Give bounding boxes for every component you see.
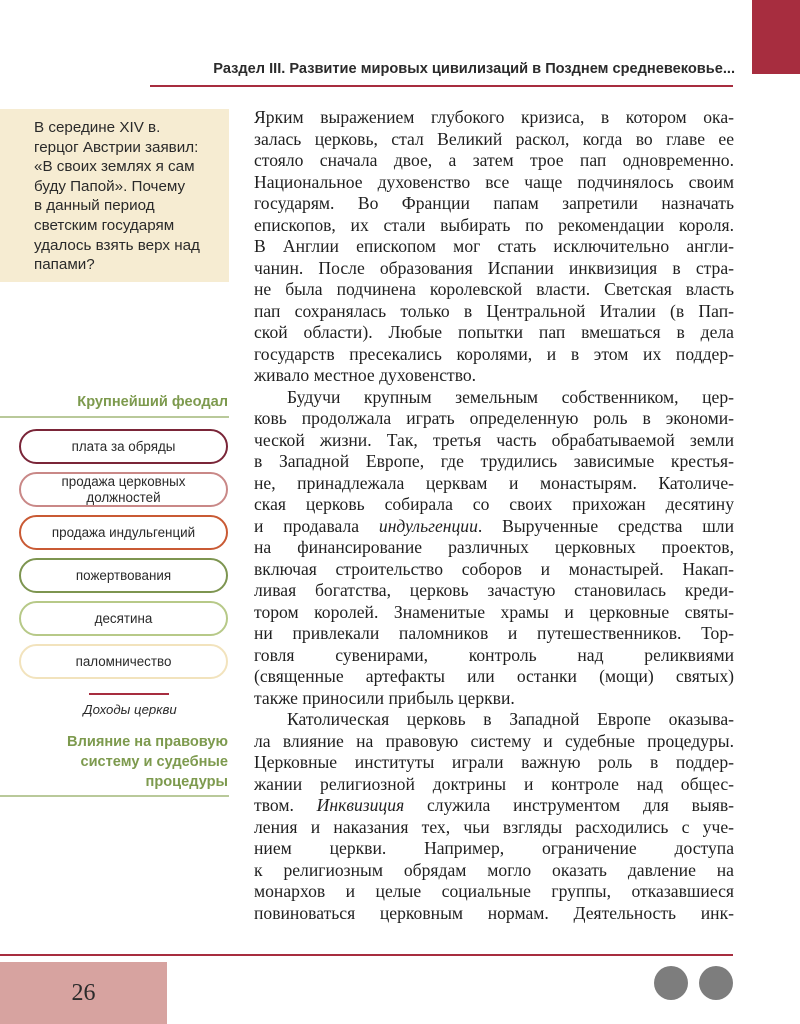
text-segment: твом. (254, 795, 317, 815)
footer-rule (0, 954, 733, 956)
italic-term: Инквизиция (316, 795, 405, 815)
decorative-dot-icon (654, 966, 688, 1000)
text-segment: ская церковь собирала со своих прихожан десятину (254, 494, 734, 514)
sidebar-heading-feudal (20, 392, 228, 412)
income-item (19, 515, 228, 550)
main-body-text (254, 107, 734, 924)
text-line (254, 903, 734, 925)
text-segment: ления и наказания тех, чьи взгляды расходились с уче- (254, 816, 734, 837)
text-segment: государств пресекались королями, и в этом их поддер- (254, 343, 734, 364)
text-segment: Национальное духовенство все чаще подчинялось своим (254, 171, 734, 192)
text-line (254, 580, 734, 602)
corner-tab (752, 0, 800, 74)
text-segment: Будучи крупным земельным собственником, цер- (287, 386, 734, 407)
text-line (254, 408, 734, 430)
sidebar-rule (0, 795, 229, 797)
sidebar-heading-text: Крупнейший феодал (77, 394, 228, 410)
italic-term: индульгенции (378, 515, 478, 536)
income-item-text: паломничество (75, 653, 172, 669)
text-line (254, 537, 734, 559)
text-segment: повиноваться церковным нормам. Деятельность инк- (254, 902, 734, 923)
text-segment: монархов и целые социальные группы, отказавшиеся (254, 881, 734, 901)
text-segment: нием церкви. Например, ограничение доступа (254, 838, 734, 858)
text-segment: не, принадлежала церквам и монастырям. Католиче- (254, 472, 734, 493)
income-item-text: продажа индульгенций (51, 524, 196, 540)
income-item-label (76, 568, 171, 584)
text-line (254, 860, 734, 882)
text-segment: на финансирование различных церковных проектов, (254, 537, 734, 557)
text-segment: ла влияние на правовую систему и судебные процедуры. (254, 730, 734, 751)
text-line (254, 301, 734, 323)
text-line (254, 150, 734, 172)
text-segment: государям. Во Франции папам запретили назначать (254, 193, 734, 213)
text-segment: ни привлекали паломников и путешественников. Тор- (254, 623, 734, 643)
income-caption: Доходы церкви (83, 702, 177, 717)
text-segment: чанин. После образования Испании инквизиция в стра- (254, 257, 734, 278)
text-line (254, 838, 734, 860)
text-segment: к религиозным обрядам могло оказать давление на (254, 859, 734, 880)
question-box (0, 109, 229, 282)
text-segment: говля сувенирами, контроль над реликвиями (254, 644, 734, 665)
text-line (254, 344, 734, 366)
sidebar-rule (0, 416, 229, 418)
page-number: 26 (0, 962, 167, 1024)
text-line (254, 645, 734, 667)
text-line (254, 258, 734, 280)
text-segment: ской области). Любые попытки пап вмешаться в дела (254, 322, 734, 342)
text-line (254, 666, 734, 688)
income-item (19, 601, 228, 636)
question-line: герцог Австрии заявил: (34, 138, 199, 156)
section-title: Раздел III. Развитие мировых цивилизаций в Позднем средневековье... (213, 61, 735, 77)
income-item-label (95, 611, 153, 627)
text-line (254, 129, 734, 151)
text-line (254, 688, 734, 710)
text-segment: Церковные институты играли важную роль в поддер- (254, 752, 734, 772)
income-item-text: пожертвования (75, 567, 172, 583)
income-item (19, 644, 228, 679)
text-line (254, 795, 734, 817)
text-segment: Католическая церковь в Западной Европе оказыва- (287, 709, 734, 729)
income-item (19, 558, 228, 593)
text-line (254, 473, 734, 495)
income-item-label (72, 439, 176, 455)
question-line: буду Папой». Почему (34, 177, 186, 195)
question-line: папами? (34, 256, 95, 274)
income-item-text: должностей (86, 489, 161, 505)
text-segment: также приносили прибыль церкви. (254, 687, 515, 708)
question-line: светским государям (34, 216, 175, 234)
text-line (254, 193, 734, 215)
text-line (254, 516, 734, 538)
text-segment: ливая богатства, церковь зачастую становилась креди- (254, 580, 734, 600)
text-segment: . Вырученные средства шли (477, 515, 734, 536)
question-line: удалось взять верх над (34, 236, 200, 254)
text-line (254, 881, 734, 903)
text-segment: включая строительство соборов и монастырей. Накап- (254, 558, 734, 579)
text-segment: залась церковь, стал Великий раскол, когда во главе ее (254, 128, 734, 149)
text-segment: служила инструментом для выяв- (404, 795, 734, 815)
text-segment: живало местное духовенство. (254, 365, 477, 385)
text-segment: в Западной Европе, где трудились зависимые крестья- (254, 451, 734, 471)
income-caption-rule (89, 693, 169, 695)
text-line (254, 279, 734, 301)
text-line (254, 236, 734, 258)
text-segment: тором королей. Знаменитые храмы и церковные святы- (254, 601, 734, 622)
sidebar-heading-text: процедуры (145, 774, 228, 790)
text-line (254, 172, 734, 194)
text-line (254, 709, 734, 731)
income-item-text: плата за обряды (71, 438, 176, 454)
text-segment: стояло сначала двое, а затем трое пап одновременно. (254, 150, 734, 170)
income-item-text: продажа церковных (61, 473, 186, 489)
text-line (254, 623, 734, 645)
question-line: «В своих землях я сам (34, 158, 195, 176)
decorative-dot-icon (699, 966, 733, 1000)
text-line (254, 322, 734, 344)
text-line (254, 107, 734, 129)
income-item (19, 472, 228, 507)
text-segment: не была подчинена королевской власти. Светская власть (254, 279, 734, 299)
sidebar-heading-text: Влияние на правовую (67, 734, 228, 750)
question-line: в данный период (34, 197, 155, 215)
header-rule (150, 85, 733, 87)
text-line (254, 365, 734, 387)
income-item (19, 429, 228, 464)
text-line (254, 731, 734, 753)
income-item-text: десятина (94, 610, 153, 626)
text-line (254, 752, 734, 774)
text-line (254, 602, 734, 624)
text-line (254, 817, 734, 839)
text-line (254, 430, 734, 452)
text-segment: и продавала (254, 515, 379, 536)
text-line (254, 387, 734, 409)
sidebar-heading-text: систему и судебные (80, 754, 228, 770)
text-segment: жании религиозной доктрины и контроле над общес- (254, 773, 734, 794)
text-segment: ковь продолжала играть определенную роль в экономи- (254, 408, 734, 428)
text-segment: епископов, их стали выбирать по рекомендации короля. (254, 214, 734, 235)
text-segment: Ярким выражением глубокого кризиса, в котором ока- (254, 107, 734, 127)
income-item-label (52, 525, 195, 541)
text-segment: (священные артефакты или останки (мощи) святых) (254, 666, 734, 686)
text-line (254, 559, 734, 581)
text-line (254, 774, 734, 796)
text-line (254, 215, 734, 237)
sidebar-heading-legal (20, 732, 228, 792)
text-segment: В Англии епископом мог стать исключительно англи- (254, 236, 734, 256)
text-segment: пап сохранялась только в Центральной Италии (в Пап- (254, 300, 734, 321)
income-item-label (76, 654, 172, 670)
income-item-label (62, 474, 186, 506)
question-line: В середине XIV в. (34, 119, 161, 136)
text-line (254, 494, 734, 516)
text-segment: ческой жизни. Так, третья часть обрабатываемой земли (254, 429, 734, 450)
text-line (254, 451, 734, 473)
